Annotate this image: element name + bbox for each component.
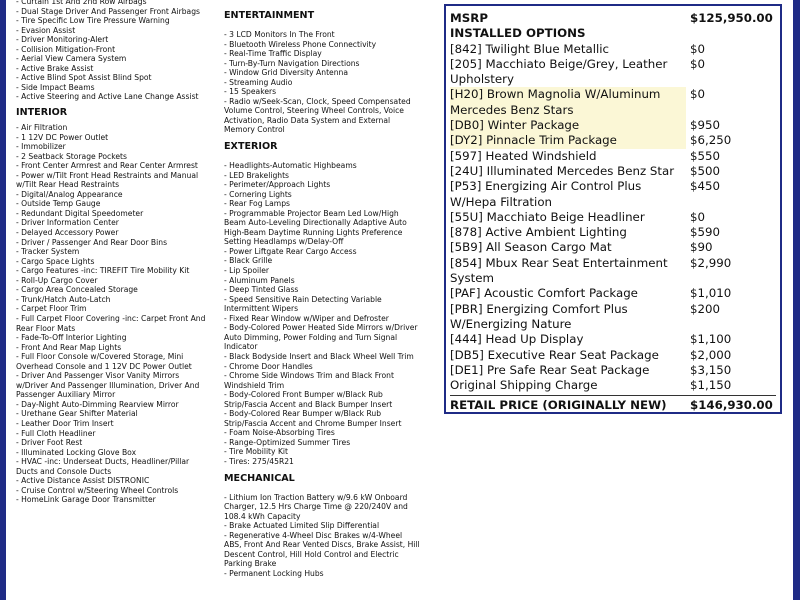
option-row — [450, 225, 776, 240]
interior-feature-item: - Driver / Passenger And Rear Door Bins — [16, 237, 168, 247]
entertainment-section-title: ENTERTAINMENT — [224, 10, 315, 21]
option-price: $200 — [690, 301, 721, 316]
msrp-value: $125,950.00 — [690, 11, 773, 25]
option-row — [450, 57, 776, 88]
mechanical-feature-item: - Lithium Ion Traction Battery w/9.6 kW Onboard Charger, 12.5 Hrs Charge Time @ 220/240V and 108.4 kWh Capacity — [224, 492, 408, 521]
option-description: [24U] Illuminated Mercedes Benz Star — [450, 163, 675, 178]
interior-feature-item: - Active Distance Assist DISTRONIC — [16, 476, 150, 486]
safety-feature-item: - Curtain 1st And 2nd Row Airbags — [16, 0, 147, 6]
option-description: [PBR] Energizing Comfort Plus W/Energizing Nature — [450, 301, 628, 331]
exterior-feature-item: - Deep Tinted Glass — [224, 285, 299, 295]
exterior-section-title: EXTERIOR — [224, 141, 278, 153]
option-description: [5B9] All Season Cargo Mat — [450, 240, 612, 255]
entertainment-feature-item: - Window Grid Diversity Antenna — [224, 68, 348, 78]
option-row — [450, 256, 776, 287]
option-price: $0 — [690, 41, 706, 56]
interior-feature-item: - Illuminated Locking Glove Box — [16, 447, 137, 457]
mechanical-section-title: MECHANICAL — [224, 472, 295, 484]
option-row — [450, 378, 776, 393]
entertainment-list — [224, 30, 420, 135]
option-description: [205] Macchiato Beige/Grey, Leather Upholstery — [450, 56, 668, 87]
option-description: [H20] Brown Magnolia W/Aluminum Mercedes Benz Stars — [450, 87, 686, 118]
interior-feature-item: - Power w/Tilt Front Head Restraints and Manual w/Tilt Rear Head Restraints — [16, 170, 199, 190]
entertainment-feature-item: - Turn-By-Turn Navigation Directions — [224, 58, 360, 68]
exterior-feature-item: - Chrome Door Handles — [224, 361, 313, 371]
retail-price-row — [450, 395, 776, 413]
safety-feature-item: - Aerial View Camera System — [16, 54, 127, 64]
option-row — [450, 42, 776, 57]
interior-feature-item: - Front And Rear Map Lights — [16, 342, 122, 352]
option-description: [597] Heated Windshield — [450, 148, 597, 163]
safety-feature-item: - Tire Specific Low Tire Pressure Warning — [16, 16, 170, 26]
option-description: [DB5] Executive Rear Seat Package — [450, 347, 659, 362]
safety-feature-item: - Active Brake Assist — [16, 63, 94, 73]
msrp-row — [450, 11, 776, 26]
exterior-feature-item: - Tires: 275/45R21 — [224, 456, 294, 466]
exterior-feature-item: - LED Brakelights — [224, 170, 290, 180]
mechanical-feature-item: - Regenerative 4-Wheel Disc Brakes w/4-Wheel ABS, Front And Rear Vented Discs, Brake Assist, Hill Descent Control, Hill Hold Control and Electric Parking Brake — [224, 530, 420, 569]
interior-feature-item: - Cruise Control w/Steering Wheel Controls — [16, 485, 179, 495]
interior-feature-item: - Front Center Armrest and Rear Center Armrest — [16, 161, 198, 171]
option-row — [450, 348, 776, 363]
interior-feature-item: - Air Filtration — [16, 123, 68, 133]
option-description: [878] Active Ambient Lighting — [450, 225, 627, 240]
interior-feature-item: - HVAC -inc: Underseat Ducts, Headliner/Pillar Ducts and Console Ducts — [16, 457, 190, 476]
option-price: $0 — [690, 87, 706, 102]
left-border — [0, 0, 6, 600]
exterior-feature-item: - Chrome Side Windows Trim and Black Front Windshield Trim — [224, 371, 394, 390]
option-row — [450, 164, 776, 179]
option-price: $2,990 — [690, 255, 732, 270]
option-price: $2,000 — [690, 347, 732, 362]
exterior-feature-item: - Tire Mobility Kit — [224, 447, 289, 457]
retail-price-value: $146,930.00 — [690, 398, 773, 413]
interior-feature-item: - Urethane Gear Shifter Material — [16, 409, 138, 419]
safety-feature-item: - Evasion Assist — [16, 25, 76, 35]
interior-list — [16, 123, 212, 505]
option-price: $6,250 — [690, 133, 732, 148]
safety-feature-item: - Active Steering and Active Lane Change Assist — [16, 92, 199, 102]
mechanical-feature-item: - Permanent Locking Hubs — [224, 568, 324, 578]
option-price: $3,150 — [690, 362, 732, 377]
option-description: Original Shipping Charge — [450, 378, 598, 393]
option-row — [450, 332, 776, 347]
installed-options-title: INSTALLED OPTIONS — [450, 26, 586, 41]
option-row — [450, 302, 776, 333]
interior-section-title: INTERIOR — [16, 107, 68, 119]
option-description: [DB0] Winter Package — [450, 118, 686, 133]
features-column-left — [16, 0, 212, 505]
interior-feature-item: - Full Carpet Floor Covering -inc: Carpet Front And Rear Floor Mats — [16, 313, 206, 333]
interior-feature-item: - Driver And Passenger Visor Vanity Mirrors w/Driver And Passenger Illumination, Driver And Passenger Auxiliary Mirror — [16, 371, 200, 400]
option-row — [450, 210, 776, 225]
option-price: $590 — [690, 225, 721, 240]
option-description: [PAF] Acoustic Comfort Package — [450, 286, 638, 301]
exterior-feature-item: - Cornering Lights — [224, 189, 292, 199]
interior-feature-item: - Tracker System — [16, 247, 80, 257]
exterior-list — [224, 161, 420, 467]
interior-feature-item: - Carpet Floor Trim — [16, 304, 87, 314]
entertainment-feature-item: - 15 Speakers — [224, 87, 277, 97]
interior-feature-item: - Driver Information Center — [16, 218, 119, 228]
interior-feature-item: - Digital/Analog Appearance — [16, 189, 123, 199]
option-row — [450, 87, 776, 118]
interior-feature-item: - Delayed Accessory Power — [16, 228, 119, 238]
option-price: $1,010 — [690, 286, 732, 301]
interior-feature-item: - Full Cloth Headliner — [16, 428, 96, 438]
option-description: [DY2] Pinnacle Trim Package — [450, 133, 686, 148]
exterior-feature-item: - Rear Fog Lamps — [224, 199, 290, 209]
entertainment-feature-item: - Real-Time Traffic Display — [224, 49, 322, 59]
option-description: [842] Twilight Blue Metallic — [450, 41, 610, 56]
option-price: $1,150 — [690, 378, 732, 393]
exterior-feature-item: - Black Bodyside Insert and Black Wheel Well Trim — [224, 351, 414, 361]
interior-feature-item: - Cargo Area Concealed Storage — [16, 285, 138, 295]
mechanical-list — [224, 493, 420, 579]
interior-feature-item: - 1 12V DC Power Outlet — [16, 132, 109, 142]
option-row — [450, 118, 776, 133]
interior-feature-item: - Immobilizer — [16, 142, 66, 152]
msrp-label: MSRP — [450, 11, 488, 25]
option-price: $0 — [690, 209, 706, 224]
option-description: [P53] Energizing Air Control Plus W/Hepa Filtration — [450, 179, 642, 209]
interior-feature-item: - Outside Temp Gauge — [16, 199, 101, 209]
option-row — [450, 179, 776, 210]
interior-feature-item: - Redundant Digital Speedometer — [16, 208, 144, 218]
option-row — [450, 133, 776, 148]
safety-feature-item: - Collision Mitigation-Front — [16, 44, 116, 54]
option-price: $0 — [690, 56, 706, 71]
safety-feature-item: - Active Blind Spot Assist Blind Spot — [16, 73, 152, 83]
safety-list — [16, 0, 212, 102]
interior-feature-item: - Driver Foot Rest — [16, 438, 83, 448]
exterior-feature-item: - Programmable Projector Beam Led Low/High Beam Auto-Leveling Directionally Adaptive Auto High-Beam Daytime Running Lights Preference Setting Headlamps w/Delay-Off — [224, 208, 407, 247]
option-price: $950 — [690, 118, 721, 133]
interior-feature-item: - Full Floor Console w/Covered Storage, Mini Overhead Console and 1 12V DC Power Outlet — [16, 352, 192, 371]
interior-feature-item: - Day-Night Auto-Dimming Rearview Mirror — [16, 399, 179, 409]
option-price: $1,100 — [690, 332, 732, 347]
option-row — [450, 240, 776, 255]
entertainment-feature-item: - Streaming Audio — [224, 77, 293, 87]
exterior-feature-item: - Fixed Rear Window w/Wiper and Defroster — [224, 313, 389, 323]
option-description: [854] Mbux Rear Seat Entertainment System — [450, 255, 668, 286]
option-description: [55U] Macchiato Beige Headliner — [450, 209, 645, 224]
exterior-feature-item: - Range-Optimized Summer Tires — [224, 437, 351, 447]
option-price: $90 — [690, 240, 713, 255]
exterior-feature-item: - Speed Sensitive Rain Detecting Variable Intermittent Wipers — [224, 294, 382, 314]
interior-feature-item: - Fade-To-Off Interior Lighting — [16, 333, 127, 343]
retail-price-label: RETAIL PRICE (ORIGINALLY NEW) — [450, 398, 667, 413]
interior-feature-item: - Cargo Space Lights — [16, 256, 95, 266]
entertainment-feature-item: - Bluetooth Wireless Phone Connectivity — [224, 39, 377, 49]
exterior-feature-item: - Power Liftgate Rear Cargo Access — [224, 246, 357, 256]
safety-feature-item: - Side Impact Beams — [16, 82, 95, 92]
option-row — [450, 149, 776, 164]
exterior-feature-item: - Black Grille — [224, 256, 273, 266]
option-row — [450, 286, 776, 301]
interior-feature-item: - HomeLink Garage Door Transmitter — [16, 495, 156, 505]
entertainment-feature-item: - 3 LCD Monitors In The Front — [224, 30, 335, 39]
option-price: $550 — [690, 148, 721, 163]
interior-feature-item: - Leather Door Trim Insert — [16, 418, 114, 428]
exterior-feature-item: - Headlights-Automatic Highbeams — [224, 161, 357, 171]
options-list — [450, 42, 776, 394]
option-price: $500 — [690, 163, 721, 178]
safety-feature-item: - Dual Stage Driver And Passenger Front Airbags — [16, 6, 200, 16]
exterior-feature-item: - Body-Colored Power Heated Side Mirrors w/Driver Auto Dimming, Power Folding and Turn Signal Indicator — [224, 323, 418, 352]
exterior-feature-item: - Aluminum Panels — [224, 275, 295, 285]
window-sticker — [450, 8, 776, 414]
exterior-feature-item: - Foam Noise-Absorbing Tires — [224, 428, 335, 438]
mechanical-feature-item: - Brake Actuated Limited Slip Differential — [224, 521, 380, 531]
exterior-feature-item: - Perimeter/Approach Lights — [224, 180, 331, 190]
interior-feature-item: - Roll-Up Cargo Cover — [16, 275, 98, 285]
option-description: [DE1] Pre Safe Rear Seat Package — [450, 362, 650, 377]
exterior-feature-item: - Body-Colored Rear Bumper w/Black Rub Strip/Fascia Accent and Chrome Bumper Insert — [224, 409, 402, 428]
right-border — [793, 0, 800, 600]
exterior-feature-item: - Body-Colored Front Bumper w/Black Rub Strip/Fascia Accent and Black Bumper Insert — [224, 390, 393, 409]
features-column-middle — [224, 0, 420, 578]
safety-feature-item: - Driver Monitoring-Alert — [16, 35, 109, 45]
option-price: $450 — [690, 179, 721, 194]
option-row — [450, 363, 776, 378]
interior-feature-item: - Cargo Features -inc: TIREFIT Tire Mobility Kit — [16, 266, 190, 276]
interior-feature-item: - 2 Seatback Storage Pockets — [16, 151, 127, 161]
exterior-feature-item: - Lip Spoiler — [224, 266, 270, 276]
option-description: [444] Head Up Display — [450, 332, 584, 347]
entertainment-feature-item: - Radio w/Seek-Scan, Clock, Speed Compensated Volume Control, Steering Wheel Controls, Voice Activation, Radio Data System and External Memory Control — [224, 96, 411, 135]
interior-feature-item: - Trunk/Hatch Auto-Latch — [16, 294, 111, 304]
